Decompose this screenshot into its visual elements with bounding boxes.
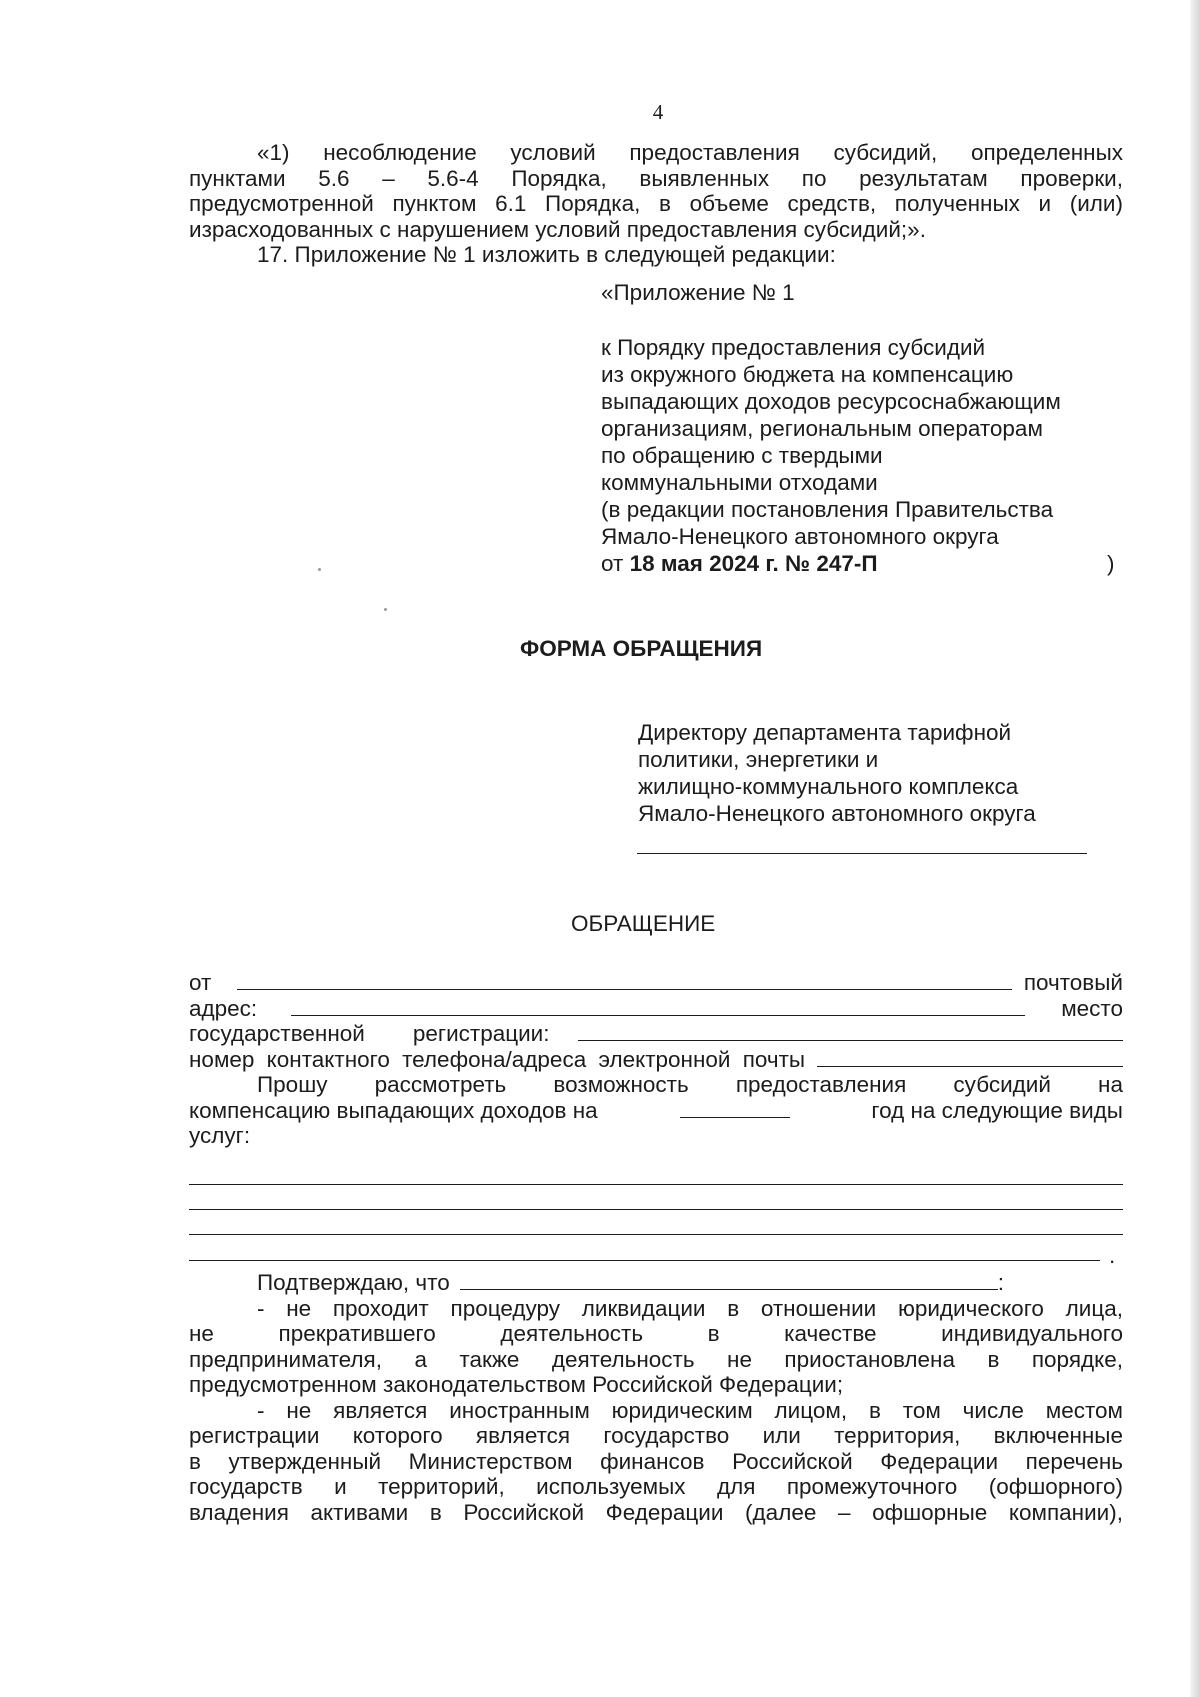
appendix-line: по обращению с твердыми [601, 443, 883, 468]
registration-field-row [189, 1021, 1123, 1047]
appendix-line: организациям, региональным операторам [601, 416, 1043, 441]
appendix-line: к Порядку предоставления субсидий [601, 335, 986, 360]
bullet-line: не прекратившего деятельность в качестве индивидуального [189, 1321, 1123, 1346]
addressee-block [638, 719, 1118, 827]
appendix-line: (в редакции постановления Правительства [601, 497, 1054, 522]
paragraph-line: «1) несоблюдение условий предоставления субсидий, определенных [257, 140, 1123, 165]
addressee-signature-line [637, 853, 1087, 854]
page-edge-shadow [1190, 0, 1200, 1697]
confirmation-block [189, 1270, 1123, 1525]
confirm-label: Подтверждаю, что [257, 1270, 450, 1295]
confirm-row [189, 1270, 1123, 1296]
confirm-blank [460, 1271, 998, 1290]
paragraph-1 [189, 140, 1123, 268]
appeal-title: ОБРАЩЕНИЕ [571, 911, 716, 936]
bullet-line: - не является иностранным юридическим лицом, в том числе местом [257, 1397, 1123, 1423]
bullet-line: - не проходит процедуру ликвидации в отношении юридического лица, [257, 1295, 1123, 1321]
appendix-line: выпадающих доходов ресурсоснабжающим [601, 389, 1061, 414]
contact-label: номер контактного телефона/адреса электронной почты [189, 1046, 806, 1072]
registration-blank [578, 1022, 1123, 1041]
request-line: услуг: [189, 1123, 251, 1148]
appendix-line: коммунальными отходами [601, 470, 878, 495]
appendix-line: из окружного бюджета на компенсацию [601, 362, 1014, 387]
bullet-line: в утвержденный Министерством финансов Российской Федерации перечень [189, 1448, 1123, 1474]
address-field-row [189, 996, 1123, 1022]
bullet-line: регистрации которого является государство или территория, включенные [189, 1423, 1123, 1448]
registration-label-2: регистрации: [412, 1021, 550, 1046]
scan-speck [384, 608, 387, 611]
appendix-from: от [601, 551, 624, 576]
request-text-a: компенсацию выпадающих доходов на [189, 1097, 598, 1123]
address-blank [291, 997, 1025, 1016]
paragraph-line: пунктами 5.6 – 5.6-4 Порядка, выявленных по результатам проверки, [189, 165, 1123, 191]
addressee-line: Директору департамента тарифной [638, 720, 1012, 745]
service-blank-line [189, 1184, 1123, 1185]
appendix-description [601, 334, 1121, 577]
from-label: от [189, 970, 212, 995]
appendix-date-number: 18 мая 2024 г. № 247-П [629, 551, 878, 576]
bullet-line: владения активами в Российской Федерации (далее – офшорные компании), [189, 1499, 1123, 1525]
place-label: место [1061, 995, 1123, 1021]
bullet-line: предусмотренном законодательством Российской Федерации; [189, 1372, 844, 1397]
contact-field-row [189, 1047, 1123, 1073]
request-year-row [189, 1098, 1123, 1124]
appendix-close-paren: ) [1107, 551, 1115, 576]
appendix-line: Ямало-Ненецкого автономного округа [601, 524, 999, 549]
confirm-colon: : [997, 1270, 1004, 1295]
appendix-header [601, 279, 1121, 306]
registration-label-1: государственной [189, 1021, 365, 1046]
appeal-fields [189, 970, 1123, 1149]
paragraph-line: предусмотренной пунктом 6.1 Порядка, в объеме средств, полученных и (или) [189, 191, 1123, 216]
address-label: адрес: [189, 995, 258, 1021]
service-blank-line [189, 1234, 1123, 1235]
request-line: Прошу рассмотреть возможность предоставления субсидий на [257, 1072, 1123, 1097]
request-text-b: год на следующие виды [871, 1097, 1123, 1123]
scan-speck [318, 568, 321, 571]
addressee-line: жилищно-коммунального комплекса [638, 774, 1019, 799]
appendix-title: «Приложение № 1 [601, 280, 795, 305]
form-title: ФОРМА ОБРАЩЕНИЯ [520, 636, 763, 661]
trailing-dot: . [1109, 1243, 1116, 1268]
service-blank-line [189, 1260, 1100, 1261]
contact-blank [817, 1048, 1123, 1067]
item-17: 17. Приложение № 1 изложить в следующей редакции: [257, 242, 836, 267]
page-number: 4 [652, 100, 664, 124]
year-blank [680, 1099, 790, 1118]
addressee-line: политики, энергетики и [638, 747, 879, 772]
bullet-line: государств и территорий, используемых для промежуточного (офшорного) [189, 1474, 1123, 1499]
addressee-line: Ямало-Ненецкого автономного округа [638, 801, 1036, 826]
from-blank [237, 971, 1011, 990]
from-field-row [189, 970, 1123, 996]
service-blank-line [189, 1209, 1123, 1210]
postal-label: почтовый [1023, 970, 1123, 995]
paragraph-line: израсходованных с нарушением условий предоставления субсидий;». [189, 216, 926, 242]
bullet-line: предпринимателя, а также деятельность не приостановлена в порядке, [189, 1346, 1123, 1372]
appendix-date-line [601, 550, 1121, 577]
